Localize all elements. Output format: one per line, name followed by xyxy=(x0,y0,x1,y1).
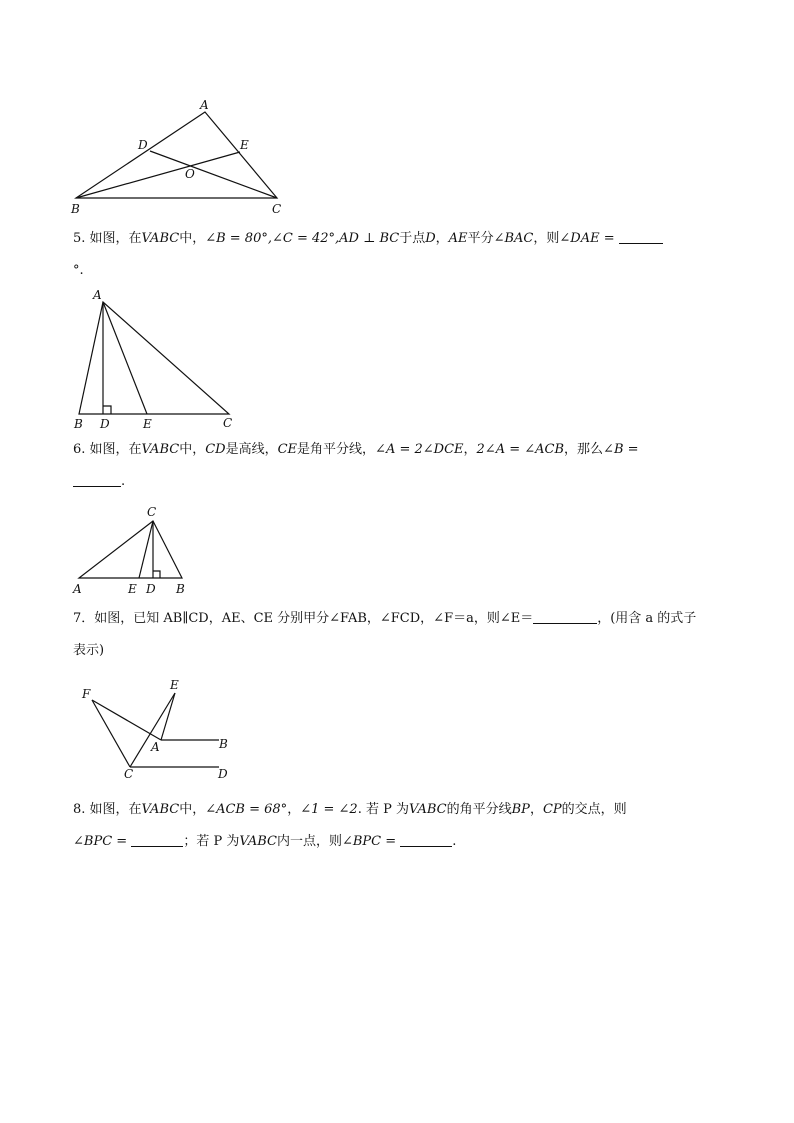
q5-text: . 如图，在 xyxy=(81,231,142,246)
q8-text: . 若 P 为 xyxy=(357,802,409,817)
q8-text: 内一点，则 xyxy=(276,834,342,849)
q8-triangle: VABC xyxy=(239,834,277,849)
label-c: C xyxy=(223,416,233,430)
label-b: B xyxy=(176,582,185,596)
q8-text: ， xyxy=(287,802,301,817)
label-a: A xyxy=(200,98,209,112)
label-e: E xyxy=(170,678,179,692)
label-d: D xyxy=(100,417,110,431)
q8-angle-acb: ∠ACB = 68° xyxy=(205,802,288,817)
segment-ae xyxy=(161,693,175,740)
q5-text: 于点 xyxy=(399,231,426,246)
q6-text: 是高线， xyxy=(225,442,278,457)
q8-triangle: VABC xyxy=(141,802,180,817)
label-a: A xyxy=(151,740,160,754)
q6-condition-1: ∠A = 2∠DCE xyxy=(375,442,464,457)
q5-number: 5 xyxy=(73,231,82,246)
q6-number: 6 xyxy=(73,442,82,457)
label-a: A xyxy=(93,288,102,302)
q5-text: ，则 xyxy=(533,231,560,246)
label-c: C xyxy=(124,767,134,781)
q8-text: 的角平分线 xyxy=(446,802,512,817)
answer-blank-1[interactable] xyxy=(131,832,183,847)
q8-equal-angles: ∠1 = ∠2 xyxy=(300,802,358,817)
q5-angle-dae: ∠DAE = xyxy=(559,231,615,246)
q8-cp: CP xyxy=(542,802,562,817)
label-e: E xyxy=(240,138,249,152)
q6-text: ，那么 xyxy=(564,442,604,457)
label-d: D xyxy=(146,582,156,596)
label-b: B xyxy=(219,737,228,751)
q6-text: ， xyxy=(463,442,477,457)
q6-text: 是角平分线， xyxy=(297,442,376,457)
q6-cd: CD xyxy=(205,442,226,457)
q8-text: 中， xyxy=(179,802,206,817)
q8-angle-bpc: ∠BPC = xyxy=(341,834,397,849)
q7-line-2: 表示) xyxy=(73,643,105,658)
q6-text: 中， xyxy=(179,442,206,457)
segment-ce xyxy=(130,693,175,767)
label-b: B xyxy=(71,202,80,216)
q8-text: ；若 P 为 xyxy=(183,834,240,849)
label-c: C xyxy=(272,202,282,216)
q6-triangle: VABC xyxy=(141,442,180,457)
q8-angle-bpc: ∠BPC = xyxy=(73,834,128,849)
q6-ce: CE xyxy=(277,442,298,457)
label-e: E xyxy=(128,582,137,596)
label-a: A xyxy=(73,582,82,596)
q8-period: . xyxy=(452,834,457,849)
q8-triangle: VABC xyxy=(408,802,447,817)
q6-condition-2: 2∠A = ∠ACB xyxy=(476,442,565,457)
q7-line-1-end: ，(用含 a 的式子 xyxy=(597,611,697,626)
q8-text: . 如图，在 xyxy=(81,802,142,817)
answer-blank-2[interactable] xyxy=(400,832,452,847)
q8-text: ， xyxy=(529,802,543,817)
q5-degree-line: °. xyxy=(73,263,84,278)
q5-condition: ∠B = 80°,∠C = 42°,AD ⊥ BC xyxy=(205,231,400,246)
label-b: B xyxy=(74,417,83,431)
label-d: D xyxy=(218,767,228,781)
label-e: E xyxy=(143,417,152,431)
q5-point-d: D xyxy=(425,231,436,246)
segment-fc xyxy=(92,700,130,767)
label-o: O xyxy=(185,167,195,181)
q6-angle-b: ∠B = xyxy=(603,442,639,457)
q8-text: 的交点，则 xyxy=(561,802,627,817)
q6-period: . xyxy=(121,474,126,489)
q5-ae: AE xyxy=(448,231,468,246)
q8-bp: BP xyxy=(511,802,530,817)
q8-number: 8 xyxy=(73,802,82,817)
label-d: D xyxy=(138,138,148,152)
q5-triangle: VABC xyxy=(141,231,180,246)
q6-text: . 如图，在 xyxy=(81,442,142,457)
q5-text: ， xyxy=(435,231,449,246)
label-c: C xyxy=(147,505,157,519)
q5-text: 中， xyxy=(179,231,206,246)
question-8 xyxy=(73,794,733,858)
label-f: F xyxy=(82,687,91,701)
q5-text: 平分 xyxy=(467,231,494,246)
q5-angle-bac: ∠BAC xyxy=(493,231,534,246)
q7-line-1: 7．如图，已知 AB∥CD，AE、CE 分别甲分∠FAB，∠FCD，∠F＝a，则∠E＝ xyxy=(73,611,534,626)
